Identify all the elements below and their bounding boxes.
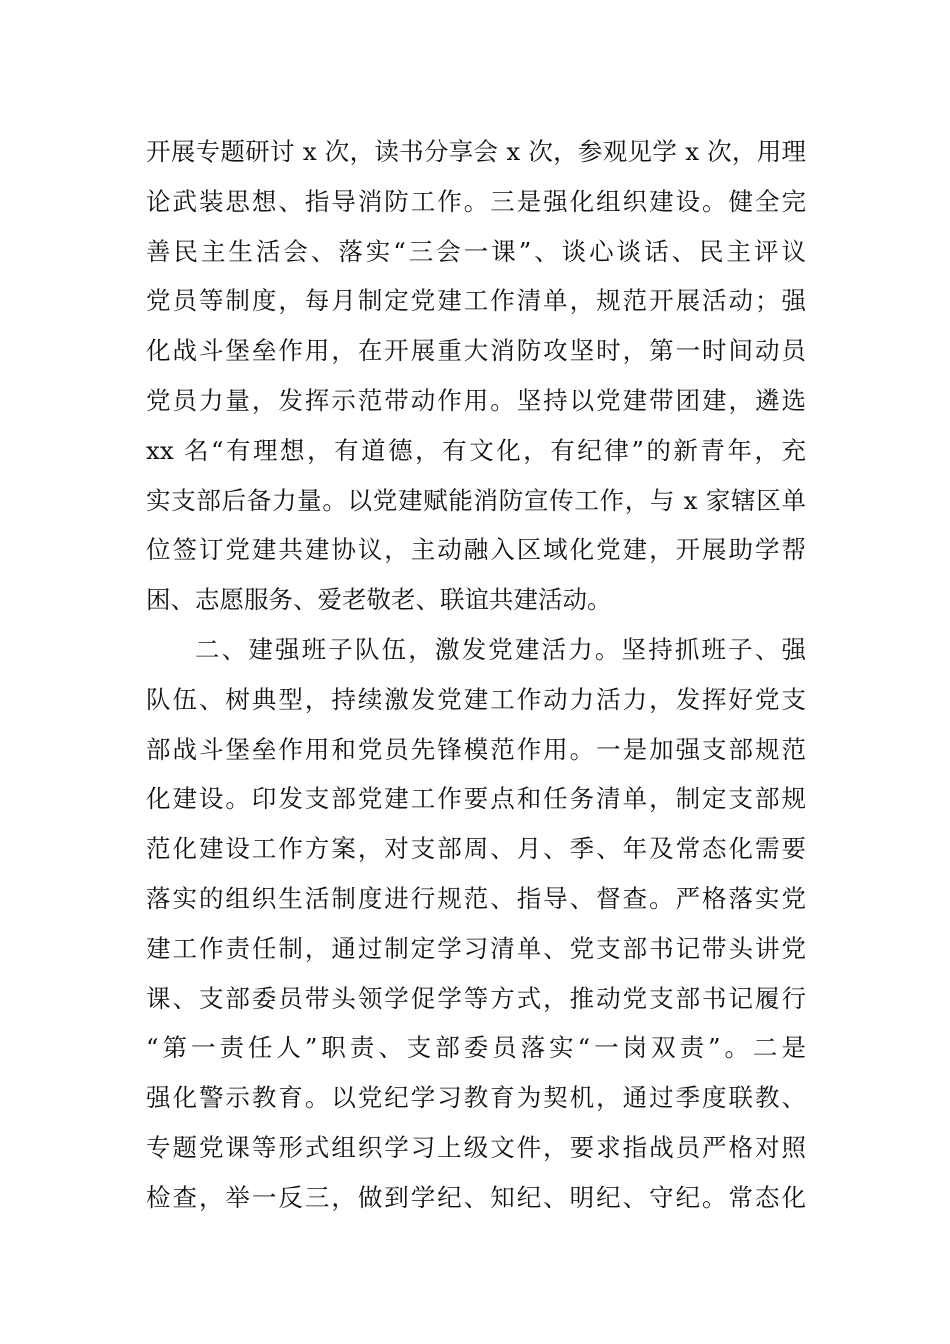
text-line: 强化警示教育。以党纪学习教育为契机，通过季度联教、: [146, 1083, 806, 1113]
text-line: 化建设。印发支部党建工作要点和任务清单，制定支部规: [146, 784, 806, 814]
text-line: 位签订党建共建协议，主动融入区域化党建，开展助学帮: [146, 535, 806, 565]
body-text: [146, 127, 806, 1223]
text-line: 化战斗堡垒作用，在开展重大消防攻坚时，第一时间动员: [146, 336, 806, 366]
text-line: 善民主生活会、落实“三会一课”、谈心谈话、民主评议: [146, 236, 806, 266]
text-line: 论武装思想、指导消防工作。三是强化组织建设。健全完: [146, 186, 806, 216]
text-line: xx 名“有理想，有道德，有文化，有纪律”的新青年，充: [146, 435, 806, 465]
text-line: 部战斗堡垒作用和党员先锋模范作用。一是加强支部规范: [146, 734, 806, 764]
text-line: 队伍、树典型，持续激发党建工作动力活力，发挥好党支: [146, 684, 806, 714]
text-line: 范化建设工作方案，对支部周、月、季、年及常态化需要: [146, 834, 806, 864]
text-line: “第一责任人”职责、支部委员落实“一岗双责”。二是: [146, 1033, 806, 1063]
text-line: 建工作责任制，通过制定学习清单、党支部书记带头讲党: [146, 933, 806, 963]
text-line: 落实的组织生活制度进行规范、指导、督查。严格落实党: [146, 883, 806, 913]
text-line: 开展专题研讨 x 次，读书分享会 x 次，参观见学 x 次，用理: [146, 137, 806, 166]
text-line: 实支部后备力量。以党建赋能消防宣传工作，与 x 家辖区单: [146, 485, 806, 515]
text-line: 课、支部委员带头领学促学等方式，推动党支部书记履行: [146, 983, 806, 1013]
text-line: 党员等制度，每月制定党建工作清单，规范开展活动；强: [146, 286, 806, 316]
text-line: 专题党课等形式组织学习上级文件，要求指战员严格对照: [146, 1132, 806, 1162]
text-line: 检查，举一反三，做到学纪、知纪、明纪、守纪。常态化: [146, 1182, 806, 1212]
paragraph-heading-line: 二、建强班子队伍，激发党建活力。坚持抓班子、强: [195, 634, 806, 664]
text-line: 困、志愿服务、爱老敬老、联谊共建活动。: [146, 585, 612, 615]
text-line: 党员力量，发挥示范带动作用。坚持以党建带团建，遴选: [146, 385, 806, 415]
